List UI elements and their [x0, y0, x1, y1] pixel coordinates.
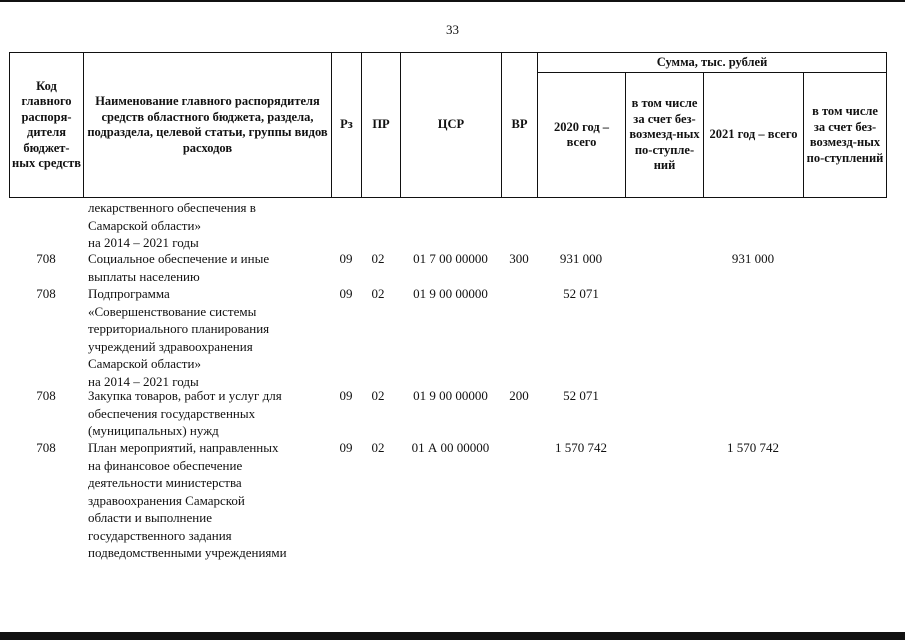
row-name-line: Самарской области»	[88, 356, 201, 371]
header-csr: ЦСР	[401, 53, 502, 198]
row-name-line: Социальное обеспечение и иные	[88, 251, 270, 266]
row-pr: 02	[371, 286, 385, 301]
row-name-line: области и выполнение	[88, 510, 212, 525]
row-csr: 01 7 00 00000	[413, 251, 488, 266]
row-name	[88, 199, 333, 252]
row-name-line: План мероприятий, направленных	[88, 440, 279, 455]
row-sum-2020: 52 071	[563, 286, 599, 301]
row-rz: 09	[339, 440, 353, 455]
row-name	[88, 285, 333, 390]
top-edge-line	[0, 0, 905, 2]
row-code: 708	[36, 251, 56, 266]
row-name	[88, 250, 333, 285]
row-name	[88, 439, 333, 562]
row-code: 708	[36, 440, 56, 455]
row-name-line: выплаты населению	[88, 268, 200, 284]
row-sum-2020: 52 071	[563, 388, 599, 403]
row-name-line: (муниципальных) нужд	[88, 423, 219, 438]
row-csr: 01 9 00 00000	[413, 388, 488, 403]
row-name-line: подведомственными учреждениями	[88, 545, 287, 560]
row-name-line: Подпрограмма	[88, 286, 170, 301]
row-rz: 09	[339, 388, 353, 403]
bottom-edge-line	[0, 632, 905, 640]
row-name	[88, 387, 333, 440]
row-name-line: здравоохранения Самарской	[88, 492, 245, 508]
row-pr: 02	[371, 251, 385, 266]
row-name-line: лекарственного обеспечения в	[88, 200, 256, 215]
header-code: Код главного распоря-дителя бюджет-ных средств	[10, 53, 84, 198]
row-sum-2021: 931 000	[731, 251, 775, 266]
row-name-line: Самарской области»	[88, 217, 201, 233]
header-vr: ВР	[502, 53, 538, 198]
header-2021-gratuitous: в том числе за счет без-возмезд-ных по-ступлений	[804, 73, 887, 198]
row-rz: 09	[339, 251, 353, 266]
row-name-line: деятельности министерства	[88, 475, 242, 490]
row-pr: 02	[371, 440, 385, 455]
row-vr: 300	[509, 251, 529, 266]
row-rz: 09	[339, 286, 353, 301]
row-sum-2020: 1 570 742	[555, 440, 607, 455]
budget-table-header	[9, 52, 887, 198]
row-csr: 01 9 00 00000	[413, 286, 488, 301]
row-name-line: государственного задания	[88, 527, 232, 543]
row-name-line: на финансовое обеспечение	[88, 457, 243, 473]
row-vr: 200	[509, 388, 529, 403]
row-sum-2020: 931 000	[559, 251, 603, 266]
row-code: 708	[36, 286, 56, 301]
row-name-line: учреждений здравоохранения	[88, 338, 253, 354]
row-name-line: на 2014 – 2021 годы	[88, 235, 199, 250]
row-name-line: обеспечения государственных	[88, 405, 256, 421]
header-name: Наименование главного распорядителя средств областного бюджета, раздела, подраздела, целевой статьи, группы видов расходов	[84, 53, 332, 198]
row-name-line: на 2014 – 2021 годы	[88, 373, 199, 389]
row-name-line: «Совершенствование системы	[88, 303, 257, 319]
header-sum-group: Сумма, тыс. рублей	[538, 53, 887, 73]
header-rz: Рз	[332, 53, 362, 198]
row-name-line: территориального планирования	[88, 321, 270, 336]
header-2020-gratuitous: в том числе за счет без-возмезд-ных по-ступле-ний	[626, 73, 704, 198]
header-2021-total: 2021 год – всего	[704, 73, 804, 198]
header-pr: ПР	[362, 53, 401, 198]
row-sum-2021: 1 570 742	[727, 440, 779, 455]
row-csr: 01 А 00 00000	[411, 440, 490, 455]
row-pr: 02	[371, 388, 385, 403]
page-number: 33	[446, 22, 459, 37]
row-name-line: Закупка товаров, работ и услуг для	[88, 388, 282, 403]
row-code: 708	[36, 388, 56, 403]
header-2020-total: 2020 год – всего	[538, 73, 626, 198]
